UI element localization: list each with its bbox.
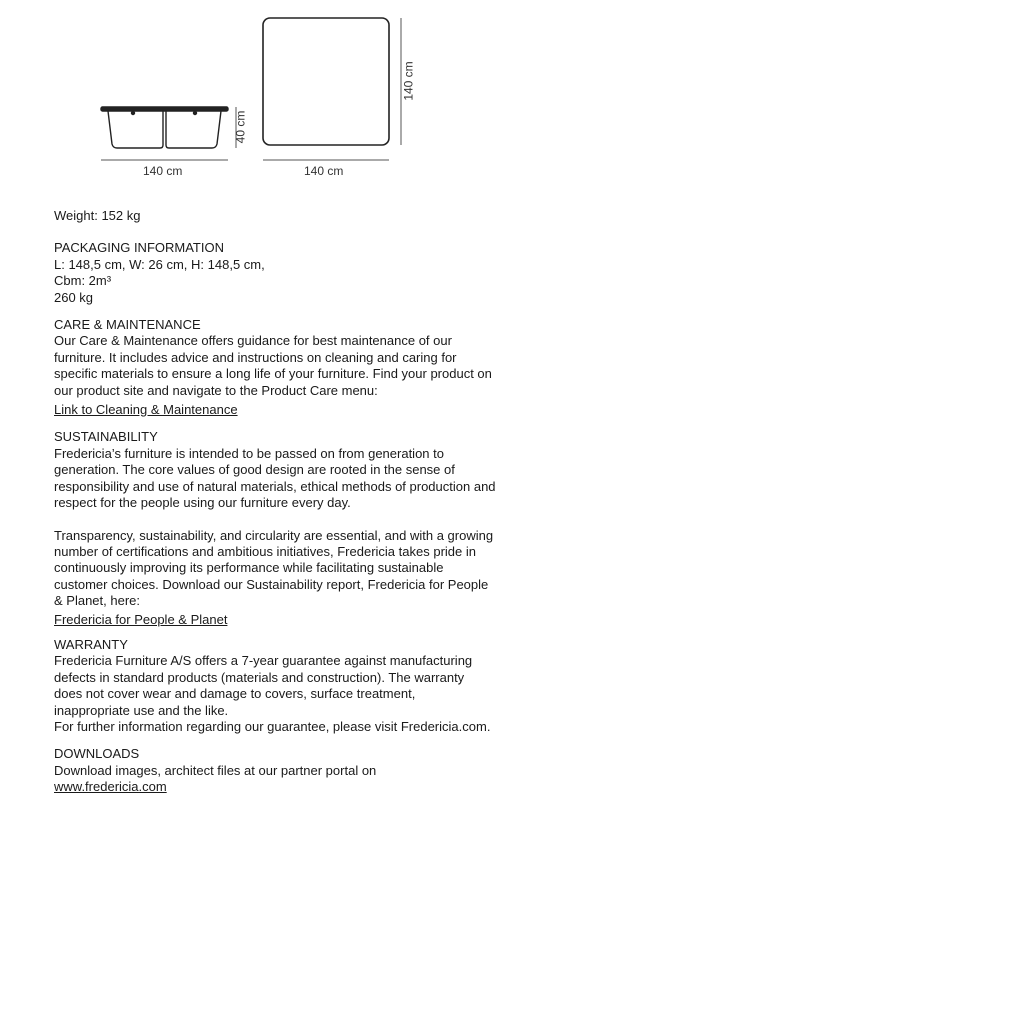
packaging-line: 260 kg: [54, 289, 94, 305]
sustainability-line: number of certifications and ambitious initiatives, Fredericia takes pride in: [54, 543, 476, 559]
side-view-left-body: [108, 111, 163, 148]
fredericia-website-link[interactable]: www.fredericia.com: [54, 779, 167, 795]
side-view-bolt: [194, 112, 197, 115]
sustainability-line: responsibility and use of natural materials, ethical methods of production and: [54, 478, 496, 494]
care-section: [54, 317, 524, 418]
sustainability-line: respect for the people using our furniture every day.: [54, 495, 351, 511]
warranty-line: inappropriate use and the like.: [54, 702, 229, 718]
side-view-bolt: [132, 112, 135, 115]
sustainability-line: Transparency, sustainability, and circularity are essential, and with a growing: [54, 527, 494, 543]
sustainability-line: generation. The core values of good design are rooted in the sense of: [54, 462, 455, 478]
care-line: furniture. It includes advice and instructions on cleaning and caring for: [54, 349, 457, 365]
side-view: [101, 107, 228, 148]
packaging-section: [54, 240, 524, 306]
sustainability-line: & Planet, here:: [54, 593, 140, 609]
people-planet-link[interactable]: Fredericia for People & Planet: [54, 611, 228, 627]
care-line: specific materials to ensure a long life of your furniture. Find your product on: [54, 366, 492, 382]
sustainability-line: Fredericia’s furniture is intended to be passed on from generation to: [54, 445, 444, 461]
care-line: Our Care & Maintenance offers guidance for best maintenance of our: [54, 333, 452, 349]
sustainability-heading: SUSTAINABILITY: [54, 429, 158, 445]
downloads-line: Download images, architect files at our partner portal on: [54, 762, 377, 778]
side-view-tabletop: [101, 107, 228, 111]
warranty-line: does not cover wear and damage to covers, surface treatment,: [54, 686, 416, 702]
product-info: [54, 208, 524, 796]
top-view-square: [263, 18, 389, 145]
top-depth-label: 140 cm: [401, 61, 416, 101]
sustainability-section: [54, 429, 524, 627]
sustainability-line: continuously improving its performance while facilitating sustainable: [54, 560, 444, 576]
care-line: our product site and navigate to the Product Care menu:: [54, 382, 378, 398]
side-height-label: 40 cm: [233, 110, 248, 144]
warranty-line: Fredericia Furniture A/S offers a 7-year guarantee against manufacturing: [54, 653, 473, 669]
care-maintenance-link[interactable]: Link to Cleaning & Maintenance: [54, 402, 238, 418]
packaging-heading: PACKAGING INFORMATION: [54, 240, 224, 256]
side-view-right-body: [166, 111, 221, 148]
packaging-line: Cbm: 2m³: [54, 273, 112, 289]
downloads-section: [54, 746, 524, 795]
packaging-line: L: 148,5 cm, W: 26 cm, H: 148,5 cm,: [54, 256, 265, 272]
side-width-label: 140 cm: [143, 164, 183, 178]
technical-drawing: [0, 0, 520, 190]
weight-text: Weight: 152 kg: [54, 208, 141, 223]
warranty-section: [54, 637, 524, 735]
top-width-label: 140 cm: [304, 164, 344, 178]
warranty-line: For further information regarding our guarantee, please visit Fredericia.com.: [54, 718, 491, 734]
care-heading: CARE & MAINTENANCE: [54, 317, 201, 333]
warranty-heading: WARRANTY: [54, 636, 128, 652]
dimension-drawing: [0, 0, 520, 190]
downloads-heading: DOWNLOADS: [54, 746, 140, 762]
sustainability-line: customer choices. Download our Sustainability report, Fredericia for People: [54, 576, 489, 592]
warranty-line: defects in standard products (materials and construction). The warranty: [54, 669, 465, 685]
